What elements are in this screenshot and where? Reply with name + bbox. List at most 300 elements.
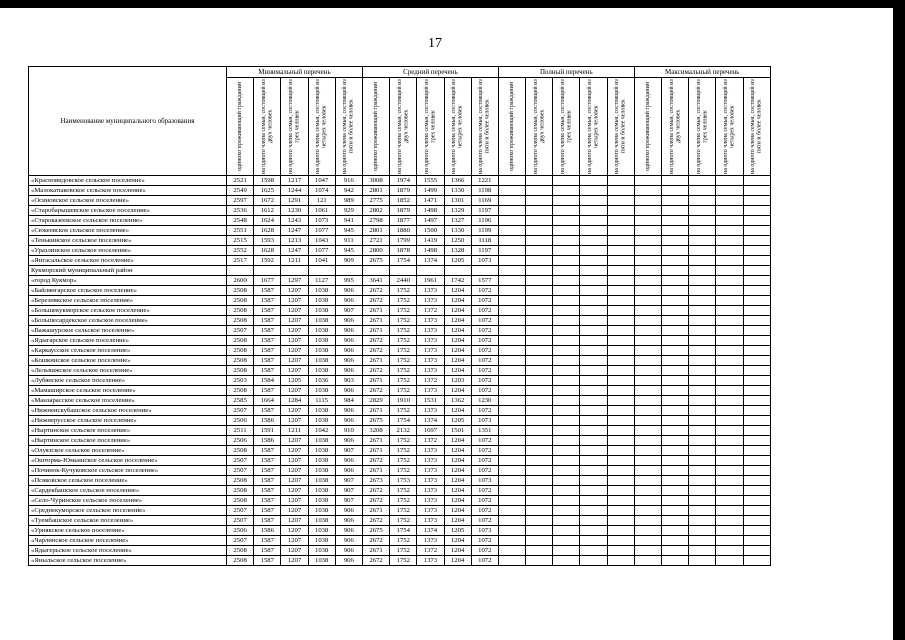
value-cell bbox=[689, 546, 716, 556]
row-name: «Ядыгерьское сельское поселение» bbox=[29, 546, 227, 556]
row-name: «Псяковское сельское поселение» bbox=[29, 476, 227, 486]
value-cell bbox=[580, 466, 607, 476]
value-cell bbox=[662, 286, 689, 296]
group-header-3: Максимальный перечень bbox=[634, 67, 770, 78]
value-cell bbox=[526, 376, 553, 386]
value-cell: 1204 bbox=[444, 556, 471, 566]
value-cell: 1372 bbox=[417, 546, 444, 556]
value-cell bbox=[498, 376, 525, 386]
value-cell bbox=[498, 526, 525, 536]
value-cell: 2511 bbox=[227, 426, 254, 436]
value-cell bbox=[662, 426, 689, 436]
value-cell: 910 bbox=[335, 426, 362, 436]
value-cell bbox=[444, 266, 471, 276]
value-cell: 2507 bbox=[227, 536, 254, 546]
value-cell: 1204 bbox=[444, 476, 471, 486]
value-cell: 1072 bbox=[471, 466, 498, 476]
value-cell: 1038 bbox=[308, 536, 335, 546]
section-title: Кукморский муниципальный район bbox=[29, 266, 227, 276]
value-cell: 2508 bbox=[227, 496, 254, 506]
value-cell: 2671 bbox=[362, 376, 389, 386]
value-cell bbox=[662, 226, 689, 236]
table-row bbox=[29, 506, 771, 516]
value-cell bbox=[716, 486, 743, 496]
value-cell bbox=[580, 446, 607, 456]
value-cell bbox=[689, 246, 716, 256]
value-cell bbox=[689, 196, 716, 206]
value-cell: 906 bbox=[335, 556, 362, 566]
value-cell: 1213 bbox=[281, 236, 308, 246]
value-cell: 1205 bbox=[444, 256, 471, 266]
subheader-cell bbox=[444, 78, 471, 176]
value-cell: 1373 bbox=[417, 456, 444, 466]
value-cell: 1038 bbox=[308, 386, 335, 396]
value-cell: 1072 bbox=[471, 306, 498, 316]
value-cell: 1373 bbox=[417, 446, 444, 456]
value-cell: 1587 bbox=[254, 546, 281, 556]
value-cell: 2515 bbox=[227, 236, 254, 246]
value-cell: 1203 bbox=[444, 376, 471, 386]
value-cell: 1500 bbox=[417, 226, 444, 236]
value-cell bbox=[335, 266, 362, 276]
value-cell bbox=[662, 296, 689, 306]
value-cell: 1038 bbox=[308, 456, 335, 466]
value-cell bbox=[607, 436, 634, 446]
value-cell bbox=[553, 236, 580, 246]
value-cell bbox=[743, 216, 770, 226]
row-name: «Старобарышевское сельское поселение» bbox=[29, 206, 227, 216]
value-cell: 1752 bbox=[390, 516, 417, 526]
value-cell bbox=[580, 546, 607, 556]
value-cell bbox=[553, 506, 580, 516]
value-cell: 1038 bbox=[308, 296, 335, 306]
row-name: «Байлянгарское сельское поселение» bbox=[29, 286, 227, 296]
value-cell bbox=[526, 256, 553, 266]
value-cell: 1072 bbox=[471, 406, 498, 416]
value-cell bbox=[553, 366, 580, 376]
value-cell bbox=[553, 356, 580, 366]
value-cell: 1372 bbox=[417, 376, 444, 386]
value-cell: 2521 bbox=[227, 176, 254, 186]
value-cell bbox=[662, 346, 689, 356]
value-cell bbox=[607, 176, 634, 186]
value-cell bbox=[716, 286, 743, 296]
value-cell: 1073 bbox=[308, 216, 335, 226]
value-cell: 1197 bbox=[471, 246, 498, 256]
value-cell: 1754 bbox=[390, 416, 417, 426]
value-cell bbox=[526, 316, 553, 326]
value-cell: 907 bbox=[335, 486, 362, 496]
value-cell: 1038 bbox=[308, 286, 335, 296]
table-row bbox=[29, 416, 771, 426]
subheader-cell bbox=[580, 78, 607, 176]
value-cell: 2672 bbox=[362, 346, 389, 356]
value-cell bbox=[607, 506, 634, 516]
row-name: «Красновидовское сельское поселение» bbox=[29, 176, 227, 186]
value-cell bbox=[634, 376, 661, 386]
subheader-label: на одного члена семьи, состоящей из пяти и более человек bbox=[478, 79, 491, 174]
value-cell bbox=[634, 516, 661, 526]
value-cell bbox=[634, 416, 661, 426]
value-cell bbox=[498, 466, 525, 476]
value-cell bbox=[607, 456, 634, 466]
value-cell: 1204 bbox=[444, 336, 471, 346]
value-cell bbox=[526, 216, 553, 226]
value-cell: 1752 bbox=[390, 466, 417, 476]
value-cell: 2829 bbox=[362, 396, 389, 406]
value-cell: 1207 bbox=[281, 296, 308, 306]
value-cell: 906 bbox=[335, 436, 362, 446]
value-cell bbox=[498, 556, 525, 566]
value-cell bbox=[689, 506, 716, 516]
value-cell bbox=[498, 516, 525, 526]
value-cell: 1284 bbox=[281, 396, 308, 406]
value-cell: 2552 bbox=[227, 246, 254, 256]
subheader-cell bbox=[335, 78, 362, 176]
value-cell bbox=[526, 306, 553, 316]
value-cell bbox=[743, 206, 770, 216]
value-cell: 2508 bbox=[227, 486, 254, 496]
value-cell: 1207 bbox=[281, 306, 308, 316]
value-cell: 1373 bbox=[417, 386, 444, 396]
value-cell: 1072 bbox=[471, 536, 498, 546]
value-cell bbox=[580, 356, 607, 366]
value-cell bbox=[743, 556, 770, 566]
subheader-label: на одного члена семьи, состоящей из двух человек bbox=[260, 79, 274, 174]
value-cell bbox=[662, 206, 689, 216]
value-cell: 1072 bbox=[471, 376, 498, 386]
value-cell bbox=[553, 446, 580, 456]
value-cell bbox=[553, 376, 580, 386]
value-cell: 1612 bbox=[254, 206, 281, 216]
value-cell bbox=[526, 406, 553, 416]
value-cell: 907 bbox=[335, 496, 362, 506]
value-cell: 906 bbox=[335, 386, 362, 396]
value-cell: 1593 bbox=[254, 236, 281, 246]
value-cell bbox=[526, 186, 553, 196]
value-cell bbox=[743, 176, 770, 186]
value-cell bbox=[634, 286, 661, 296]
row-name: «Нижнеискубашское сельское поселение» bbox=[29, 406, 227, 416]
value-cell bbox=[634, 526, 661, 536]
table-row bbox=[29, 206, 771, 216]
value-cell bbox=[716, 446, 743, 456]
value-cell: 1591 bbox=[254, 426, 281, 436]
table-row bbox=[29, 326, 771, 336]
value-cell bbox=[634, 396, 661, 406]
value-cell: 1752 bbox=[390, 316, 417, 326]
value-cell: 1207 bbox=[281, 496, 308, 506]
value-cell bbox=[743, 506, 770, 516]
value-cell bbox=[607, 486, 634, 496]
value-cell: 1207 bbox=[281, 416, 308, 426]
row-name: «Осиновское сельское поселение» bbox=[29, 196, 227, 206]
value-cell: 1204 bbox=[444, 306, 471, 316]
value-cell bbox=[607, 556, 634, 566]
value-cell: 2507 bbox=[227, 406, 254, 416]
value-cell bbox=[743, 426, 770, 436]
value-cell: 1752 bbox=[390, 536, 417, 546]
value-cell: 1373 bbox=[417, 476, 444, 486]
value-cell bbox=[498, 306, 525, 316]
value-cell: 1207 bbox=[281, 356, 308, 366]
value-cell: 2517 bbox=[227, 256, 254, 266]
value-cell: 1625 bbox=[254, 186, 281, 196]
value-cell: 1204 bbox=[444, 446, 471, 456]
subheader-label: одиноко проживающий гражданин bbox=[508, 82, 515, 171]
value-cell bbox=[553, 296, 580, 306]
value-cell bbox=[716, 456, 743, 466]
value-cell bbox=[662, 406, 689, 416]
value-cell bbox=[634, 386, 661, 396]
value-cell: 1038 bbox=[308, 326, 335, 336]
value-cell bbox=[689, 326, 716, 336]
value-cell bbox=[553, 556, 580, 566]
value-cell: 2508 bbox=[227, 556, 254, 566]
value-cell: 1207 bbox=[281, 506, 308, 516]
value-cell: 1207 bbox=[281, 466, 308, 476]
value-cell bbox=[689, 316, 716, 326]
table-row bbox=[29, 246, 771, 256]
value-cell: 1204 bbox=[444, 496, 471, 506]
value-cell bbox=[553, 476, 580, 486]
value-cell: 1043 bbox=[308, 236, 335, 246]
value-cell: 2672 bbox=[362, 486, 389, 496]
value-cell bbox=[498, 326, 525, 336]
value-cell bbox=[362, 266, 389, 276]
value-cell bbox=[580, 476, 607, 486]
value-cell bbox=[607, 236, 634, 246]
row-name: «Туембашское сельское поселение» bbox=[29, 516, 227, 526]
value-cell: 2675 bbox=[362, 416, 389, 426]
value-cell: 1036 bbox=[308, 376, 335, 386]
value-cell: 2508 bbox=[227, 316, 254, 326]
value-cell bbox=[526, 396, 553, 406]
value-cell bbox=[689, 556, 716, 566]
value-cell: 1207 bbox=[281, 386, 308, 396]
value-cell: 1373 bbox=[417, 366, 444, 376]
value-cell: 1207 bbox=[281, 316, 308, 326]
value-cell bbox=[607, 406, 634, 416]
value-cell: 907 bbox=[335, 476, 362, 486]
value-cell: 1038 bbox=[308, 446, 335, 456]
value-cell bbox=[662, 306, 689, 316]
value-cell bbox=[634, 536, 661, 546]
value-cell: 1072 bbox=[471, 296, 498, 306]
value-cell bbox=[553, 336, 580, 346]
value-cell: 1038 bbox=[308, 526, 335, 536]
value-cell bbox=[526, 356, 553, 366]
value-cell: 1073 bbox=[471, 526, 498, 536]
value-cell: 2672 bbox=[362, 556, 389, 566]
value-cell: 1752 bbox=[390, 546, 417, 556]
value-cell: 1752 bbox=[390, 406, 417, 416]
value-cell: 2801 bbox=[362, 186, 389, 196]
row-name: «Староказеевское сельское поселение» bbox=[29, 216, 227, 226]
value-cell: 3641 bbox=[362, 276, 389, 286]
value-cell: 1499 bbox=[417, 186, 444, 196]
value-cell bbox=[662, 246, 689, 256]
value-cell bbox=[580, 436, 607, 446]
subheader-label: на одного члена семьи, состоящей из двух человек bbox=[396, 79, 410, 174]
value-cell: 1207 bbox=[281, 366, 308, 376]
value-cell bbox=[607, 186, 634, 196]
table-row bbox=[29, 436, 771, 446]
value-cell: 1587 bbox=[254, 486, 281, 496]
value-cell: 1531 bbox=[417, 396, 444, 406]
value-cell bbox=[580, 276, 607, 286]
table-row bbox=[29, 536, 771, 546]
value-cell bbox=[662, 506, 689, 516]
value-cell bbox=[526, 446, 553, 456]
value-cell: 1077 bbox=[308, 226, 335, 236]
value-cell: 1115 bbox=[308, 396, 335, 406]
value-cell bbox=[634, 466, 661, 476]
value-cell bbox=[743, 536, 770, 546]
value-cell bbox=[634, 236, 661, 246]
value-cell: 1244 bbox=[281, 186, 308, 196]
value-cell: 1205 bbox=[444, 416, 471, 426]
value-cell: 1754 bbox=[390, 526, 417, 536]
row-name: «Манзарасское сельское поселение» bbox=[29, 396, 227, 406]
value-cell: 1328 bbox=[444, 246, 471, 256]
value-cell bbox=[743, 476, 770, 486]
value-cell bbox=[716, 366, 743, 376]
value-cell: 1498 bbox=[417, 246, 444, 256]
value-cell: 1587 bbox=[254, 316, 281, 326]
value-cell bbox=[526, 336, 553, 346]
section-row bbox=[29, 266, 771, 276]
value-cell: 906 bbox=[335, 356, 362, 366]
table-row bbox=[29, 426, 771, 436]
subheader-cell bbox=[362, 78, 389, 176]
row-name: «Мамаширское сельское поселение» bbox=[29, 386, 227, 396]
value-cell bbox=[716, 506, 743, 516]
value-cell bbox=[607, 226, 634, 236]
value-cell bbox=[716, 176, 743, 186]
value-cell: 1207 bbox=[281, 456, 308, 466]
value-cell: 2440 bbox=[390, 276, 417, 286]
value-cell bbox=[498, 546, 525, 556]
value-cell: 1577 bbox=[471, 276, 498, 286]
value-cell: 1038 bbox=[308, 356, 335, 366]
value-cell: 2672 bbox=[362, 516, 389, 526]
value-cell bbox=[498, 226, 525, 236]
value-cell: 1584 bbox=[254, 376, 281, 386]
value-cell: 1592 bbox=[254, 256, 281, 266]
value-cell bbox=[634, 206, 661, 216]
value-cell: 1038 bbox=[308, 366, 335, 376]
value-cell bbox=[689, 386, 716, 396]
value-cell bbox=[553, 426, 580, 436]
value-cell bbox=[716, 196, 743, 206]
value-cell: 1879 bbox=[390, 186, 417, 196]
value-cell: 1754 bbox=[390, 256, 417, 266]
value-cell bbox=[498, 176, 525, 186]
value-cell bbox=[662, 186, 689, 196]
value-cell: 2508 bbox=[227, 446, 254, 456]
value-cell: 3008 bbox=[362, 176, 389, 186]
value-cell: 1204 bbox=[444, 296, 471, 306]
value-cell: 1038 bbox=[308, 436, 335, 446]
value-cell bbox=[689, 276, 716, 286]
value-cell bbox=[607, 416, 634, 426]
row-name: «Яныльское сельское поселение» bbox=[29, 556, 227, 566]
value-cell: 1072 bbox=[471, 436, 498, 446]
subheader-label: на одного члена семьи, состоящей из трех человек bbox=[424, 79, 437, 174]
value-cell: 1586 bbox=[254, 416, 281, 426]
subheader-label: на одного члена семьи, состоящей из трех человек bbox=[695, 79, 709, 174]
value-cell: 1205 bbox=[281, 376, 308, 386]
value-cell: 906 bbox=[335, 326, 362, 336]
value-cell bbox=[743, 366, 770, 376]
value-cell: 1211 bbox=[281, 426, 308, 436]
value-cell: 1373 bbox=[417, 516, 444, 526]
value-cell bbox=[553, 286, 580, 296]
value-cell: 1207 bbox=[281, 326, 308, 336]
row-name: «Ныртинское сельское поселение» bbox=[29, 436, 227, 446]
value-cell bbox=[580, 196, 607, 206]
value-cell bbox=[607, 526, 634, 536]
table-row bbox=[29, 446, 771, 456]
row-name: «Янгасальское сельское поселение» bbox=[29, 256, 227, 266]
value-cell: 1204 bbox=[444, 356, 471, 366]
value-cell bbox=[662, 366, 689, 376]
value-cell: 1587 bbox=[254, 366, 281, 376]
value-cell bbox=[634, 196, 661, 206]
value-cell: 1330 bbox=[444, 226, 471, 236]
table-row bbox=[29, 226, 771, 236]
value-cell bbox=[526, 196, 553, 206]
value-cell: 906 bbox=[335, 466, 362, 476]
value-cell bbox=[743, 496, 770, 506]
value-cell bbox=[526, 546, 553, 556]
table-row bbox=[29, 526, 771, 536]
value-cell: 906 bbox=[335, 336, 362, 346]
value-cell bbox=[607, 306, 634, 316]
value-cell: 1247 bbox=[281, 246, 308, 256]
value-cell: 1127 bbox=[308, 276, 335, 286]
value-cell bbox=[580, 376, 607, 386]
value-cell bbox=[498, 366, 525, 376]
value-cell: 1077 bbox=[308, 246, 335, 256]
value-cell bbox=[553, 186, 580, 196]
value-cell: 2600 bbox=[227, 276, 254, 286]
value-cell bbox=[634, 296, 661, 306]
value-cell bbox=[607, 396, 634, 406]
value-cell: 1073 bbox=[471, 256, 498, 266]
value-cell bbox=[607, 376, 634, 386]
value-cell: 2802 bbox=[362, 206, 389, 216]
value-cell bbox=[607, 316, 634, 326]
value-cell: 2672 bbox=[362, 386, 389, 396]
value-cell bbox=[498, 386, 525, 396]
value-cell bbox=[498, 536, 525, 546]
value-cell bbox=[526, 236, 553, 246]
value-cell: 1072 bbox=[471, 556, 498, 566]
value-cell: 906 bbox=[335, 456, 362, 466]
value-cell: 1373 bbox=[417, 296, 444, 306]
value-cell: 1072 bbox=[471, 326, 498, 336]
value-cell: 1587 bbox=[254, 306, 281, 316]
value-cell: 2508 bbox=[227, 476, 254, 486]
value-cell bbox=[580, 296, 607, 306]
value-cell: 1207 bbox=[281, 286, 308, 296]
value-cell: 1677 bbox=[254, 276, 281, 286]
value-cell bbox=[634, 266, 661, 276]
value-cell: 1038 bbox=[308, 466, 335, 476]
value-cell bbox=[607, 266, 634, 276]
